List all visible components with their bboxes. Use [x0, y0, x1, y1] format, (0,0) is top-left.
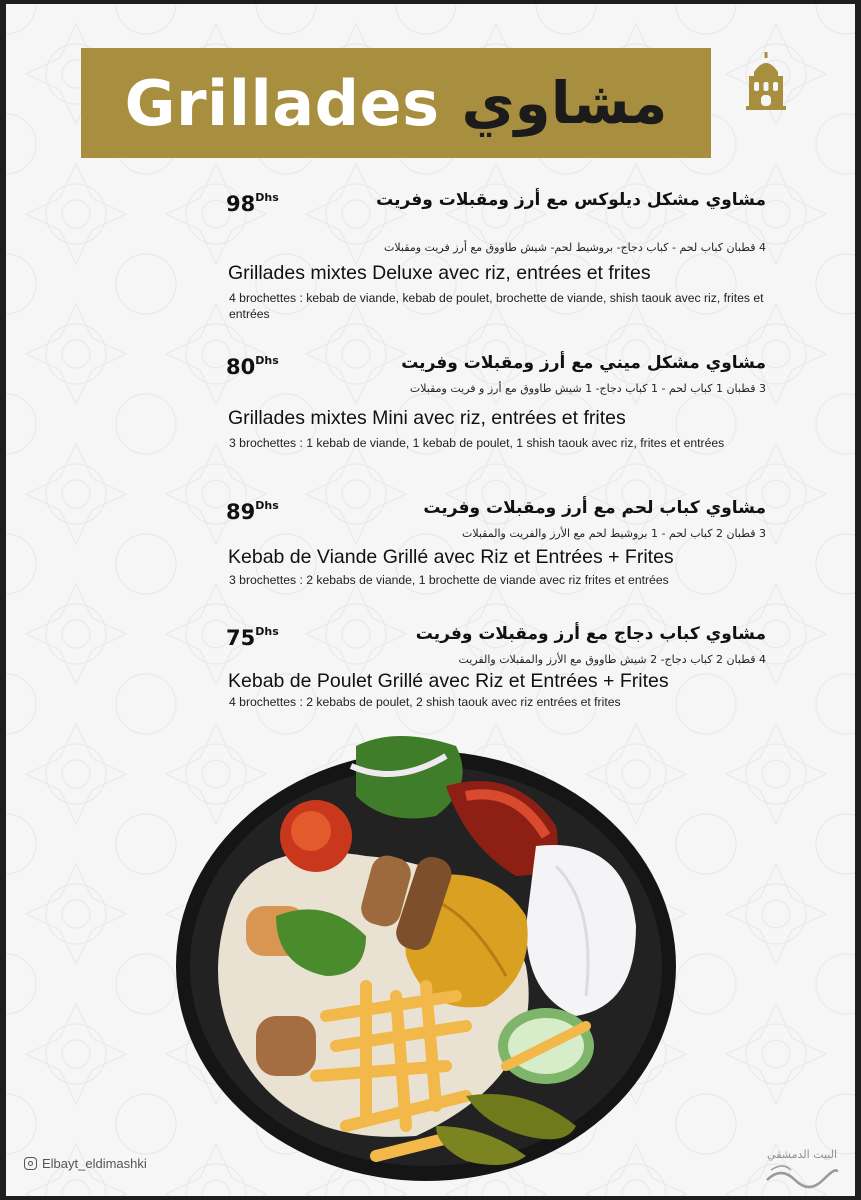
- item-name-fr: Grillades mixtes Deluxe avec riz, entrées et frites: [228, 262, 651, 284]
- item-description-ar: 4 قطبان كباب لحم - كباب دجاج- بروشيط لحم- شيش طاووق مع أرز فريت ومقبلات: [384, 241, 766, 254]
- grilled-platter-photo: [166, 716, 686, 1186]
- section-title-ar: مشاوي: [461, 69, 668, 137]
- instagram-icon: [24, 1157, 37, 1170]
- item-description-fr: 4 brochettes : 2 kebabs de poulet, 2 shish taouk avec riz entrées et frites: [229, 695, 621, 709]
- item-name-fr: Kebab de Poulet Grillé avec Riz et Entrées + Frites: [228, 670, 669, 692]
- item-description-fr: 3 brochettes : 2 kebabs de viande, 1 brochette de viande avec riz frites et entrées: [229, 573, 669, 587]
- item-price: $75^{Dhs}$: [226, 625, 279, 650]
- item-price: $98^{Dhs}$: [226, 191, 279, 216]
- instagram-handle[interactable]: [24, 1156, 147, 1171]
- item-description-ar: 3 قطبان 1 كباب لحم - 1 كباب دجاج- 1 شيش طاووق مع أرز و فريت ومقبلات: [409, 382, 766, 395]
- section-title-fr: Grillades: [124, 66, 440, 140]
- item-name-ar: مشاوي مشكل ديلوكس مع أرز ومقبلات وفريت: [376, 190, 766, 210]
- item-name-ar: مشاوي كباب لحم مع أرز ومقبلات وفريت: [423, 498, 766, 518]
- item-description-ar: 4 قطبان 2 كباب دجاج- 2 شيش طاووق مع الأرز والمقبلات والفريت: [458, 653, 766, 666]
- item-name-ar: مشاوي كباب دجاج مع أرز ومقبلات وفريت: [415, 624, 766, 644]
- restaurant-logo: [761, 1140, 841, 1190]
- restaurant-logo-text: البيت الدمشقي: [767, 1148, 837, 1161]
- instagram-handle-text: Elbayt_eldimashki: [42, 1156, 147, 1171]
- item-price: $89^{Dhs}$: [226, 499, 279, 524]
- section-banner: [81, 48, 711, 158]
- item-price: $80^{Dhs}$: [226, 354, 279, 379]
- item-name-ar: مشاوي مشكل ميني مع أرز ومقبلات وفريت: [401, 353, 766, 373]
- item-name-fr: Kebab de Viande Grillé avec Riz et Entrées + Frites: [228, 546, 674, 568]
- item-description-fr: 3 brochettes : 1 kebab de viande, 1 kebab de poulet, 1 shish taouk avec riz, frites et entrées: [229, 436, 725, 450]
- item-name-fr: Grillades mixtes Mini avec riz, entrées et frites: [228, 407, 626, 429]
- item-description-fr: 4 brochettes : kebab de viande, kebab de poulet, brochette de viande, shish taouk avec riz, frites et entrées: [229, 291, 764, 321]
- menu-page: [6, 4, 855, 1196]
- item-description-ar: 3 قطبان 2 كباب لحم - 1 بروشيط لحم مع الأرز والفريت والمقبلات: [461, 527, 766, 540]
- building-icon: [746, 52, 786, 110]
